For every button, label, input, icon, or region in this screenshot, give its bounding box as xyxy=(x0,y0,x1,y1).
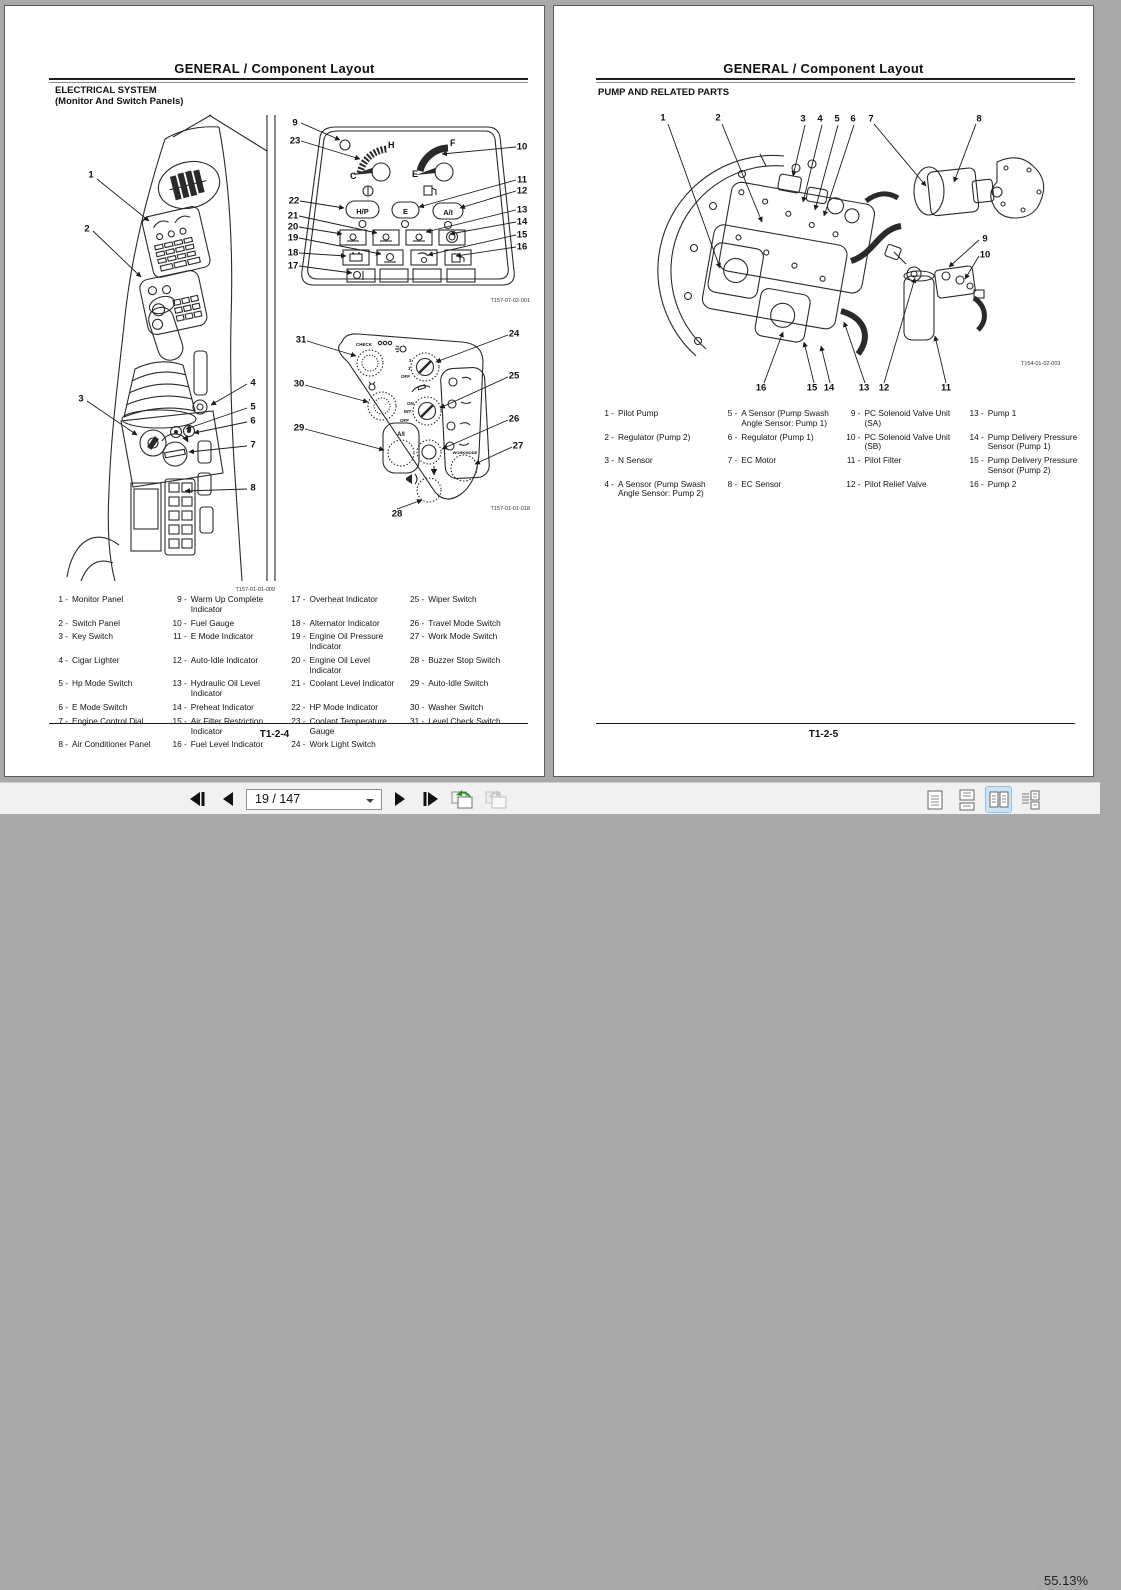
chevron-down-icon xyxy=(366,799,374,803)
legend-item xyxy=(50,703,160,713)
legend-item xyxy=(50,619,160,629)
page-number-label: T1-2-4 xyxy=(259,729,290,740)
callout-number: 29 xyxy=(293,422,305,434)
section-title: ELECTRICAL SYSTEM xyxy=(55,85,157,96)
callout-number: 22 xyxy=(288,195,300,207)
svg-text:OFF: OFF xyxy=(401,374,410,379)
callout-number: 19 xyxy=(287,232,299,244)
svg-text:F: F xyxy=(450,138,456,148)
legend-item-number: 3 - xyxy=(58,631,68,642)
book-view-icon xyxy=(1020,789,1042,811)
legend-item-label: Pump 2 xyxy=(987,478,1017,489)
legend-item-number: 24 - xyxy=(291,739,306,750)
legend-item xyxy=(596,480,710,500)
legend-item xyxy=(50,595,160,615)
legend-item-label: PC Solenoid Valve Unit (SB) xyxy=(864,431,951,452)
legend-item-label: Cigar Lighter xyxy=(72,654,120,665)
single-page-icon xyxy=(925,789,945,811)
svg-text:INT: INT xyxy=(404,409,412,414)
legend-item-label: Air Conditioner Panel xyxy=(72,739,151,750)
legend-item-label: Switch Panel xyxy=(72,617,120,628)
legend-item-number: 15 - xyxy=(172,715,187,726)
page-header: GENERAL / Component Layout xyxy=(174,61,375,76)
legend-item xyxy=(169,703,279,713)
legend-item xyxy=(50,656,160,676)
legend-item-label: Air Filter Restriction Indicator xyxy=(190,715,264,736)
legend-item xyxy=(288,656,398,676)
previous-view-icon xyxy=(449,788,475,810)
svg-text:C: C xyxy=(350,171,357,181)
console-drawing xyxy=(61,111,285,583)
callout-number: 9 xyxy=(292,117,298,129)
svg-text:OFF: OFF xyxy=(400,418,409,423)
callout-number: 14 xyxy=(516,216,528,228)
legend-item xyxy=(966,480,1080,500)
legend-item-label: Pump Delivery Pressure Sensor (Pump 2) xyxy=(987,455,1078,475)
legend-item xyxy=(843,456,957,476)
legend-item-number: 12 - xyxy=(846,478,861,489)
callout-number: 18 xyxy=(287,247,299,259)
pilot-filter-assembly xyxy=(884,244,984,340)
callout-number: 21 xyxy=(287,210,299,222)
legend-item-label: EC Motor xyxy=(741,455,777,466)
monitor-panel-drawing xyxy=(284,113,534,309)
next-view-icon xyxy=(483,788,509,810)
previous-page-icon xyxy=(221,791,235,807)
legend-item xyxy=(596,456,710,476)
pdf-page-left xyxy=(4,5,545,777)
legend-item-number: 13 - xyxy=(172,678,187,689)
legend-item-number: 18 - xyxy=(291,617,306,628)
legend-item xyxy=(966,433,1080,453)
legend-item-number: 13 - xyxy=(969,408,984,418)
legend-item-number: 10 - xyxy=(846,431,861,442)
figure-id-pump: T154-01-02-003 xyxy=(1021,361,1061,367)
callout-number: 7 xyxy=(250,439,256,451)
callout-number: 8 xyxy=(976,113,982,125)
legend-item-label: E Mode Indicator xyxy=(190,631,254,642)
callout-number: 5 xyxy=(834,113,840,125)
svg-text:1: 1 xyxy=(408,366,411,371)
legend-item xyxy=(843,480,957,500)
legend-item-label: A Sensor (Pump Swash Angle Sensor: Pump 2) xyxy=(618,478,706,499)
legend-item xyxy=(169,619,279,629)
last-page-icon xyxy=(420,791,440,807)
footer-rule xyxy=(49,723,528,724)
last-page-button[interactable] xyxy=(418,787,442,811)
legend-item xyxy=(406,632,516,652)
legend-item-label: E Mode Switch xyxy=(72,702,128,713)
legend-item-number: 23 - xyxy=(291,715,306,726)
svg-text:CHECK: CHECK xyxy=(356,342,373,347)
callout-number: 11 xyxy=(940,382,952,394)
callout-number: 5 xyxy=(250,401,256,413)
facing-pages-icon xyxy=(988,789,1010,811)
callout-number: 4 xyxy=(250,377,256,389)
legend-item-label: Pilot Relief Valve xyxy=(864,478,927,489)
legend-item xyxy=(719,409,833,429)
legend-item-label: Overheat Indicator xyxy=(309,594,378,604)
svg-text:H/P: H/P xyxy=(356,207,369,216)
callout-number: 2 xyxy=(84,223,90,235)
legend-item-label: EC Sensor xyxy=(741,478,782,489)
callout-number: 20 xyxy=(287,221,299,233)
legend-item-number: 26 - xyxy=(409,617,425,628)
legend-item xyxy=(50,740,160,750)
callout-number: 28 xyxy=(391,508,403,520)
legend-item-number: 14 - xyxy=(969,431,984,442)
legend-item-label: Alternator Indicator xyxy=(309,617,380,628)
legend-item-number: 5 - xyxy=(727,408,738,418)
legend-item-label: Work Light Switch xyxy=(309,739,376,750)
legend-item xyxy=(169,679,279,699)
callout-number: 9 xyxy=(982,233,988,245)
legend-item-number: 5 - xyxy=(58,678,68,689)
first-page-button[interactable] xyxy=(186,787,210,811)
legend-item-number: 22 - xyxy=(291,702,306,713)
legend-item-number: 6 - xyxy=(58,702,68,713)
legend-item xyxy=(406,679,516,699)
legend-item-number: 20 - xyxy=(291,654,306,665)
next-page-icon xyxy=(393,791,407,807)
legend-item xyxy=(966,409,1080,429)
svg-text:2: 2 xyxy=(409,358,412,363)
legend-item-number: 29 - xyxy=(409,678,425,689)
legend-item-label: Preheat Indicator xyxy=(190,702,254,713)
legend-item xyxy=(169,740,279,750)
figure-id-switch-panel: T157-01-01-018 xyxy=(490,506,530,512)
callout-number: 4 xyxy=(817,113,823,125)
legend-item-number: 6 - xyxy=(727,431,738,442)
legend-item xyxy=(288,740,398,750)
legend-item-label: Coolant Level Indicator xyxy=(309,678,395,689)
page-number-value: 19 / 147 xyxy=(255,792,301,806)
legend-item-number: 2 - xyxy=(58,617,68,628)
section-title: PUMP AND RELATED PARTS xyxy=(598,87,730,98)
legend-item-number: 27 - xyxy=(409,631,425,642)
legend-item xyxy=(719,456,833,476)
svg-text:H: H xyxy=(388,140,395,150)
pump-figure xyxy=(616,106,1086,401)
legend-item xyxy=(288,679,398,699)
switch-panel-mini xyxy=(138,269,208,336)
next-page-button[interactable] xyxy=(388,787,412,811)
legend-item xyxy=(406,656,516,676)
legend-item xyxy=(406,619,516,629)
legend-item-number: 4 - xyxy=(58,654,68,665)
ec-motor xyxy=(914,158,1044,218)
legend-item-label: HP Mode Indicator xyxy=(309,702,379,713)
callout-number: 13 xyxy=(516,204,528,216)
legend-item-number: 9 - xyxy=(850,408,861,418)
legend-item-number: 11 - xyxy=(173,631,187,642)
legend-item-label: Regulator (Pump 1) xyxy=(741,431,814,442)
callout-number: 2 xyxy=(715,112,721,124)
legend-item xyxy=(406,703,516,713)
legend-item xyxy=(169,632,279,652)
legend-item-number: 2 - xyxy=(604,431,614,442)
legend-item-number: 1 - xyxy=(604,408,614,418)
callout-number: 6 xyxy=(250,415,256,427)
legend-item xyxy=(719,433,833,453)
single-page-view-button[interactable] xyxy=(922,787,947,812)
vent-grille xyxy=(166,168,209,200)
legend-item xyxy=(406,595,516,615)
svg-text:E: E xyxy=(402,207,409,216)
legend-item-number: 12 - xyxy=(172,654,187,665)
page-number-combobox[interactable] xyxy=(246,789,382,810)
callout-number: 15 xyxy=(516,229,528,241)
legend-item xyxy=(288,619,398,629)
pdf-page-right xyxy=(553,5,1094,777)
figure-id-console: T157-01-01-009 xyxy=(235,587,275,593)
callout-number: 27 xyxy=(512,440,524,452)
legend-item-number: 8 - xyxy=(727,478,738,489)
figure-id-monitor: T157-07-02-001 xyxy=(490,298,530,304)
legend-item xyxy=(596,409,710,429)
legend-item-number: 14 - xyxy=(172,702,187,713)
legend-item-number: 9 - xyxy=(177,594,187,604)
callout-number: 26 xyxy=(508,413,520,425)
legend-item-label: Monitor Panel xyxy=(72,594,124,604)
legend-item xyxy=(169,595,279,615)
legend-item-number: 1 - xyxy=(58,594,68,604)
legend-item-label: Auto-Idle Indicator xyxy=(190,654,259,665)
zoom-level-label: 55.13% xyxy=(1044,1573,1089,1588)
page-header: GENERAL / Component Layout xyxy=(723,61,924,76)
svg-text:E: E xyxy=(412,169,419,179)
callout-number: 16 xyxy=(516,241,528,253)
callout-number: 25 xyxy=(508,370,520,382)
legend-item-label: Wiper Switch xyxy=(428,594,477,604)
svg-text:WORKMODE: WORKMODE xyxy=(452,450,478,455)
legend-item-label: Pilot Filter xyxy=(864,455,902,466)
callout-number: 1 xyxy=(88,169,94,181)
legend-item-label: Warm Up Complete Indicator xyxy=(190,594,264,614)
header-rule xyxy=(596,78,1075,83)
legend-item-label: N Sensor xyxy=(618,455,653,466)
header-rule xyxy=(49,78,528,83)
callout-number: 23 xyxy=(289,135,301,147)
legend-item xyxy=(843,409,957,429)
legend-left xyxy=(50,595,516,750)
legend-item xyxy=(50,679,160,699)
legend-item-number: 10 - xyxy=(172,617,187,628)
legend-item-number: 21 - xyxy=(291,678,306,689)
legend-item-number: 16 - xyxy=(172,739,187,750)
callout-number: 3 xyxy=(800,113,806,125)
footer-rule xyxy=(596,723,1075,724)
legend-item-number: 19 - xyxy=(291,631,306,642)
legend-item-label: Hydraulic Oil Level Indicator xyxy=(190,678,260,699)
legend-item xyxy=(288,703,398,713)
previous-view-button[interactable] xyxy=(448,787,476,811)
legend-item xyxy=(719,480,833,500)
monitor-panel-mini xyxy=(141,205,211,278)
legend-item-label: Level Check Switch xyxy=(428,715,501,726)
legend-item-label: Fuel Gauge xyxy=(190,617,235,628)
next-view-button[interactable] xyxy=(482,787,510,811)
legend-item-number: 8 - xyxy=(58,739,68,750)
legend-item-label: Pump Delivery Pressure Sensor (Pump 1) xyxy=(987,431,1078,452)
legend-item-number: 7 - xyxy=(58,715,68,726)
legend-item xyxy=(50,632,160,652)
continuous-view-icon xyxy=(957,789,977,811)
legend-item-label: Hp Mode Switch xyxy=(72,678,133,689)
callout-number: 10 xyxy=(979,249,991,261)
pump-drawing xyxy=(616,106,1086,401)
switch-panel-figure xyxy=(284,316,534,518)
legend-item-number: 15 - xyxy=(969,455,984,466)
callout-number: 12 xyxy=(516,185,528,197)
switch-panel-drawing xyxy=(284,316,534,518)
callout-number: 30 xyxy=(293,378,305,390)
legend-item-number: 30 - xyxy=(409,702,425,713)
callout-number: 1 xyxy=(660,112,666,124)
legend-item-number: 7 - xyxy=(727,455,738,466)
legend-item-label: Work Mode Switch xyxy=(428,631,498,642)
page-navigation xyxy=(186,787,510,811)
svg-text:ON: ON xyxy=(407,401,414,406)
legend-item-number: 11 - xyxy=(846,455,861,466)
legend-item xyxy=(596,433,710,453)
legend-item xyxy=(966,456,1080,476)
facing-pages-view-button[interactable] xyxy=(986,787,1011,812)
page-number-label: T1-2-5 xyxy=(808,729,839,740)
legend-item-number: 31 - xyxy=(409,715,425,726)
console-figure xyxy=(61,111,285,583)
legend-item-label: PC Solenoid Valve Unit (SA) xyxy=(864,408,951,428)
svg-text:A/I: A/I xyxy=(397,432,405,438)
toolbar-separator xyxy=(1033,1572,1034,1590)
callout-number: 16 xyxy=(755,382,767,394)
callout-number: 3 xyxy=(78,393,84,405)
callout-number: 24 xyxy=(508,328,520,340)
legend-item xyxy=(288,595,398,615)
callout-number: 31 xyxy=(295,334,307,346)
legend-item-number: 17 - xyxy=(291,594,306,604)
legend-item-number: 28 - xyxy=(409,654,425,665)
legend-item-label: A Sensor (Pump Swash Angle Sensor: Pump 1) xyxy=(741,408,829,428)
callout-number: 17 xyxy=(287,260,299,272)
legend-item-label: Engine Oil Pressure Indicator xyxy=(309,631,384,652)
legend-item-label: Pilot Pump xyxy=(618,408,659,418)
callout-number: 14 xyxy=(823,382,835,394)
first-page-icon xyxy=(188,791,208,807)
page-layout-controls xyxy=(922,787,1043,812)
monitor-panel-figure xyxy=(284,113,534,309)
legend-item-number: 25 - xyxy=(409,594,425,604)
legend-item-label: Fuel Level Indicator xyxy=(190,739,264,750)
book-view-button[interactable] xyxy=(1018,787,1043,812)
previous-page-button[interactable] xyxy=(216,787,240,811)
callout-number: 12 xyxy=(878,382,890,394)
legend-item-label: Buzzer Stop Switch xyxy=(428,654,501,665)
legend-item-number: 16 - xyxy=(969,478,984,489)
legend-right xyxy=(596,409,1080,499)
continuous-view-button[interactable] xyxy=(954,787,979,812)
legend-item-label: Regulator (Pump 2) xyxy=(618,431,691,442)
legend-item-label: Coolant Temperature Gauge xyxy=(309,715,387,736)
legend-item-label: Engine Control Dial xyxy=(72,715,144,726)
legend-item-label: Washer Switch xyxy=(428,702,484,713)
legend-item-label: Pump 1 xyxy=(987,408,1017,418)
legend-item xyxy=(288,632,398,652)
callout-number: 11 xyxy=(516,174,528,186)
legend-item-number: 3 - xyxy=(604,455,614,466)
legend-item-label: Auto-Idle Switch xyxy=(428,678,489,689)
callout-number: 6 xyxy=(850,113,856,125)
callout-number: 10 xyxy=(516,141,528,153)
legend-item xyxy=(843,433,957,453)
svg-text:A/I: A/I xyxy=(443,208,453,217)
legend-item xyxy=(169,656,279,676)
legend-item xyxy=(406,740,516,750)
legend-item-label: Travel Mode Switch xyxy=(428,617,501,628)
legend-item-label: Key Switch xyxy=(72,631,114,642)
callout-number: 15 xyxy=(806,382,818,394)
legend-item-label: Engine Oil Level Indicator xyxy=(309,654,370,675)
section-subtitle: (Monitor And Switch Panels) xyxy=(55,96,184,107)
legend-item-number: 4 - xyxy=(604,478,614,489)
callout-number: 7 xyxy=(868,113,874,125)
callout-number: 8 xyxy=(250,482,256,494)
viewer-toolbar xyxy=(0,782,1100,1588)
callout-number: 13 xyxy=(858,382,870,394)
